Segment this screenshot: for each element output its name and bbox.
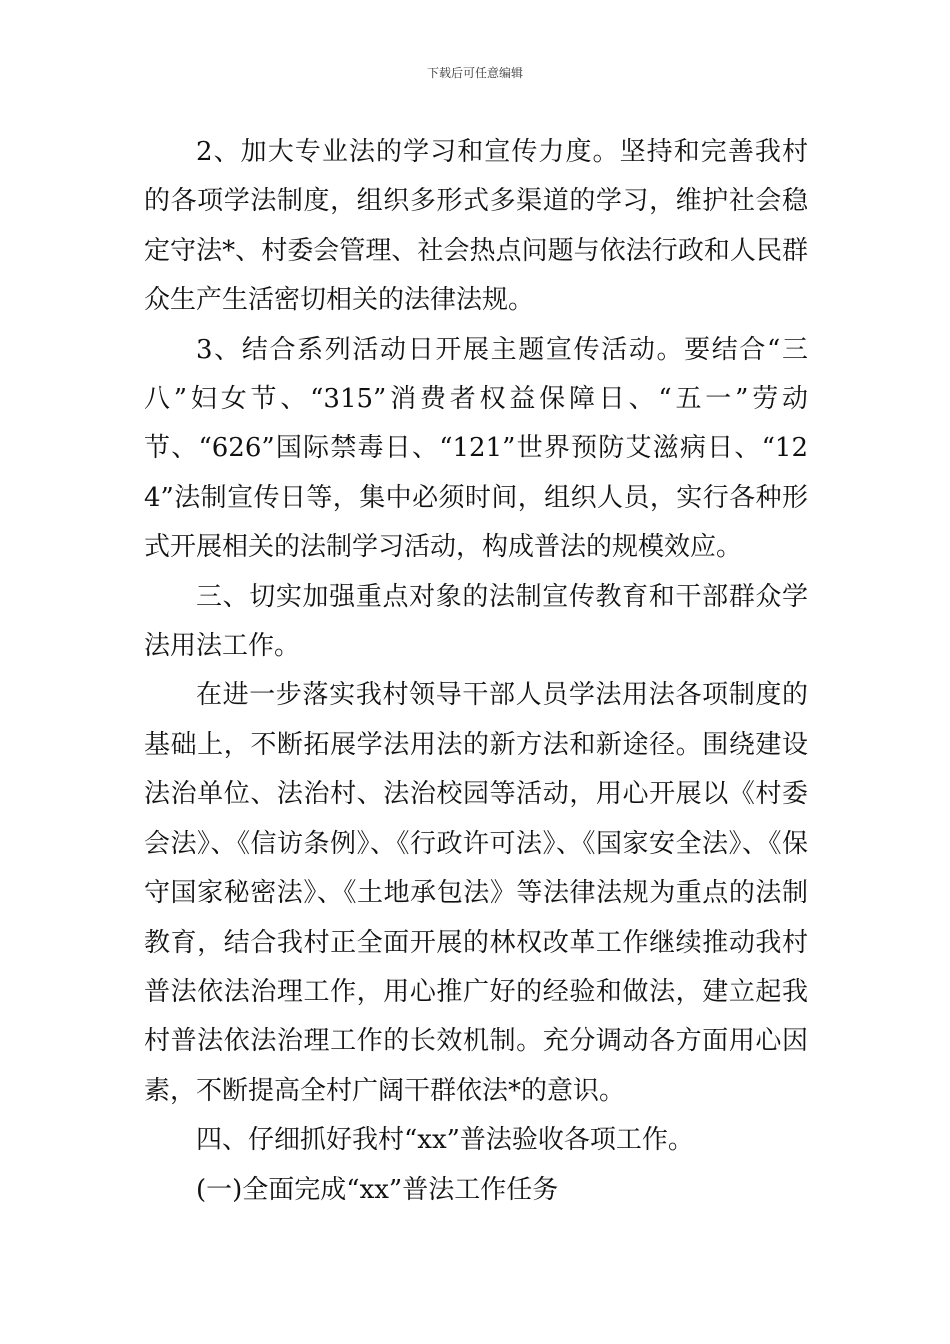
subsection-heading-1: (一)全面完成“xx”普法工作任务 <box>196 1174 559 1205</box>
paragraph-leadership-study: 在进一步落实我村领导干部人员学法用法各项制度的基础上，不断拓展学法用法的新方法和新途径。围绕建设法治单位、法治村、法治校园等活动，用心开展以《村委会法》、《信访条例》、《行政许可法》、《国家安全法》、《保守国家秘密法》、《土地承包法》等法律法规为重点的法制教育，结合我村正全面开展的林权改革工作继续推动我村普法依法治理工作，用心推广好的经验和做法，建立起我村普法依法治理工作的长效机制。充分调动各方面用心因素，不断提高全村广阔干群依法*的意识。 <box>144 680 808 1106</box>
paragraph-2-professional-law: 2、加大专业法的学习和宣传力度。坚持和完善我村的各项学法制度，组织多形式多渠道的学习，维护社会稳定守法*、村委会管理、社会热点问题与依法行政和人民群众生产生活密切相关的法律法规。 <box>144 137 808 316</box>
section-heading-4: 四、仔细抓好我村“xx”普法验收各项工作。 <box>196 1125 694 1156</box>
page-header: 下载后可任意编辑 <box>426 66 523 80</box>
document-body <box>144 128 808 1215</box>
paragraph-3-activity-days: 3、结合系列活动日开展主题宣传活动。要结合“三八”妇女节、“315”消费者权益保障日、“五一”劳动节、“626”国际禁毒日、“121”世界预防艾滋病日、“124”法制宣传日等，集中必须时间，组织人员，实行各种形式开展相关的法制学习活动，构成普法的规模效应。 <box>144 334 808 563</box>
section-heading-3: 三、切实加强重点对象的法制宣传教育和干部群众学法用法工作。 <box>144 581 808 662</box>
